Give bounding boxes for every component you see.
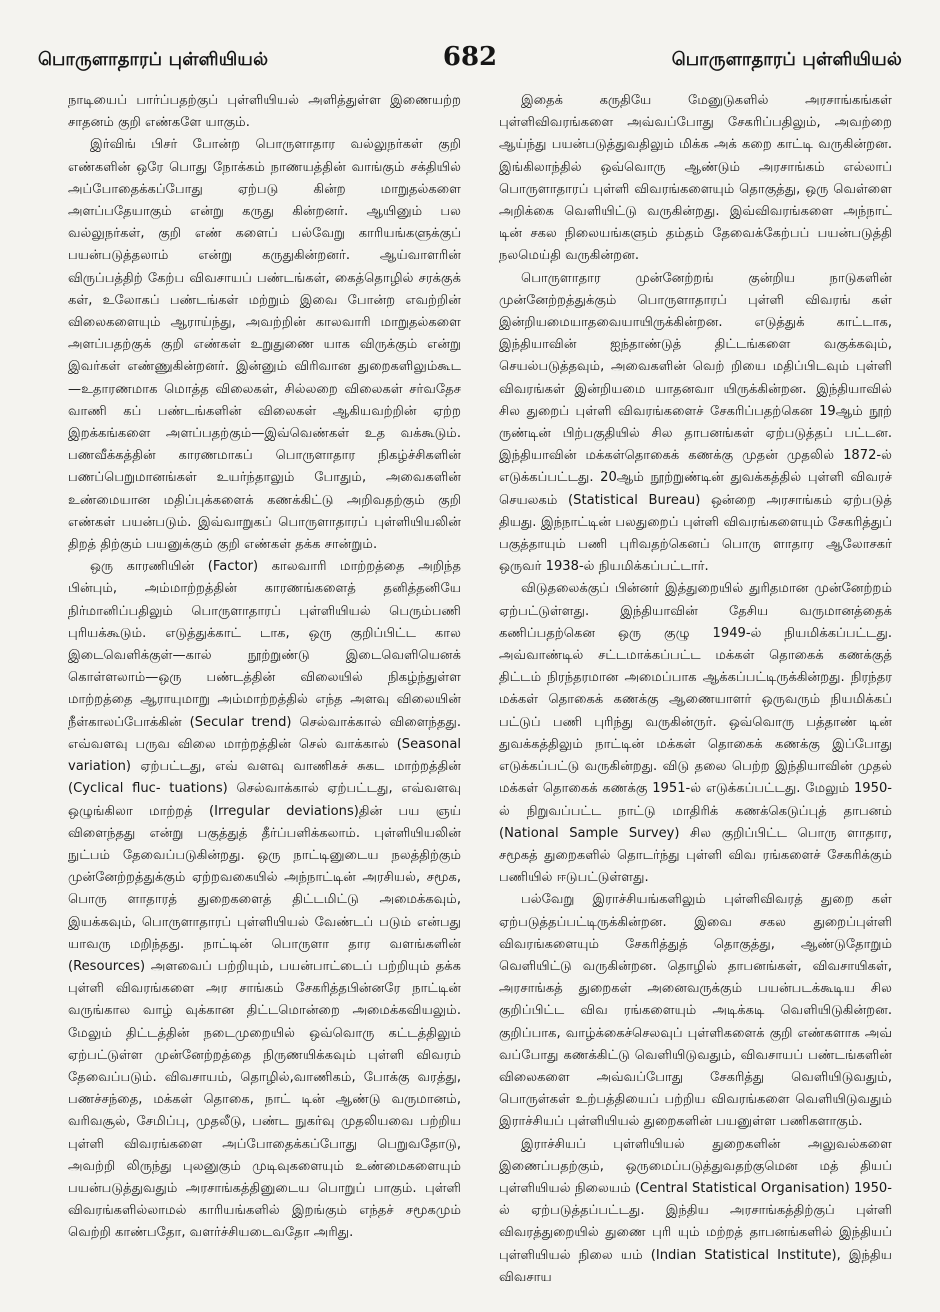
- body-columns: [68, 90, 892, 1290]
- page-header: [38, 40, 902, 80]
- paragraph: இர்விங் பிசர் போன்ற பொருளாதார வல்லுநர்கள் குறி எண்களின் ஒரே பொது நோக்கம் நாணயத்தின் வாங்கும் சக்தியில் அப்போதைக்கப்போது ஏற்படு கின்ற மாறுதல்களை அளப்பதேயாகும் என்று கருது கின்றனர். ஆயினும் பல வல்லுநர்கள், குறி எண் களைப் பல்வேறு காரியங்களுக்குப் பயன்படுத்தலாம் என்று கருதுகின்றனர். ஆய்வாளரின் விருப்பத்திற் கேற்ப விவசாயப் பண்டங்கள், கைத்தொழில் சரக்குக் கள், உலோகப் பண்டங்கள் மற்றும் இவை போன்ற எவற்றின் விலைகளையும் ஆராய்ந்து, அவற்றின் காலவாரி மாறுதல்களை அளப்பதற்குக் குறி எண்கள் உறுதுணை யாக விருக்கும் என்று இவர்கள் எண்ணுகின்றனர். இன்னும் விரிவான துறைகளிலும்கூட—உதாரணமாக மொத்த விலைகள், சில்லறை விலைகள் சர்வதேச வாணி கப் பண்டங்களின் விலைகள் ஆகியவற்றின் ஏற்ற இறக்கங்களை அளப்பதற்கும்—இவ்வெண்கள் உத வக்கூடும். பணவீக்கத்தின் காரணமாகப் பொருளாதார நிகழ்ச்சிகளின் பணப்பெறுமானங்கள் உயர்ந்தாலும் போதும், அவைகளின் உண்மையான மதிப்புக்களைக் கணக்கிட்டு அறிவதற்கும் குறி எண்கள் பயன்படும். இவ்வாறுகப் பொருளாதாரப் புள்ளியியலின் திறத் திற்கும் பயனுக்கும் குறி எண்கள் தக்க சான்றும்.: [68, 137, 461, 553]
- page-number: 682: [442, 42, 498, 72]
- right-column: [499, 90, 892, 1290]
- paragraph: இதைக் கருதியே மேனுடுகளில் அரசாங்கங்கள் புள்ளிவிவரங்களை அவ்வப்போது சேகரிப்பதிலும், அவற்றை ஆய்ந்து பயன்படுத்துவதிலும் மிக்க அக் கறை காட்டி வருகின்றன. இங்கிலாந்தில் ஒவ்வொரு ஆண்டும் அரசாங்கம் எல்லாப் பொருளாதாரப் புள்ளி விவரங்களையும் தொகுத்து, ஒரு வெள்ளை அறிக்கை வெளியிட்டு வருகின்றது. இவ்விவரங்களை அந்நாட் டின் சகல நிலையங்களும் தம்தம் தேவைக்கேற்பப் பயன்படுத்தி நலமெய்தி வருகின்றன.: [499, 93, 892, 264]
- paragraph: இராச்சியப் புள்ளியியல் துறைகளின் அலுவல்களை இணைப்பதற்கும், ஒருமைப்படுத்துவதற்குமென மத் தியப் புள்ளியியல் நிலையம் (Central Statistical Organisation) 1950-ல் ஏற்படுத்தப்பட்டது. இந்திய அரசாங்கத்திற்குப் புள்ளி விவரத்துறையில் துணை புரி யும் மற்றத் தாபனங்களில் இந்தியப் புள்ளியியல் நிலை யம் (Indian Statistical Institute), இந்திய விவசாய: [499, 1136, 892, 1285]
- paragraph: பல்வேறு இராச்சியங்களிலும் புள்ளிவிவரத் துறை கள் ஏற்படுத்தப்பட்டிருக்கின்றன. இவை சகல துறைப்புள்ளி விவரங்களையும் சேகரித்துத் தொகுத்து, ஆண்டுதோறும் வெளியிட்டு வருகின்றன. தொழில் தாபனங்கள், விவசாயிகள், அரசாங்கத் துறைகள் அனைவருக்கும் பயன்படக்கூடிய சில குறிப்பிட்ட விவ ரங்களையும் அடிக்கடி வெளியிடுகின்றன. குறிப்பாக, வாழ்க்கைச்செலவுப் புள்ளிகளைக் குறி எண்களாக அவ் வப்போது கணக்கிட்டு வெளியிடுவதும், விவசாயப் பண்டங்களின் விலைகளை அவ்வப்போது சேகரித்து வெளியிடுவதும், பொருள்கள் உற்பத்தியைப் பற்றிய விவரங்களை வெளியிடுவதும் இராச்சியப் புள்ளியியல் துறைகளின் பயனுள்ள பணிகளாகும்.: [499, 892, 892, 1130]
- header-left-title: பொருளாதாரப் புள்ளியியல்: [38, 48, 269, 70]
- left-column: [68, 90, 461, 1290]
- paragraph: ஒரு காரணியின் (Factor) காலவாரி மாற்றத்தை அறிந்த பின்பும், அம்மாற்றத்தின் காரணங்களைத் தனித்தனியே நிர்மானிப்பதிலும் பொருளாதாரப் புள்ளியியல் பெரும்பணி புரியக்கூடும். எடுத்துக்காட் டாக, ஒரு குறிப்பிட்ட கால இடைவெளிக்குள்—கால் நூற்றுண்டு இடைவெளியெனக் கொள்ளலாம்—ஒரு பண்டத்தின் விலையில் நிகழ்ந்துள்ள மாற்றத்தை ஆராயுமாறு அம்மாற்றத்தில் எந்த அளவு விலையின் நீள்காலப்போக்கின் (Secular trend) செல்வாக்கால் விளைந்தது. எவ்வளவு பருவ விலை மாற்றத்தின் செல் வாக்கால் (Seasonal variation) ஏற்பட்டது, எவ் வளவு வாணிகச் சுகட மாற்றத்தின் (Cyclical fluc- tuations) செல்வாக்கால் ஏற்பட்டது, எவ்வளவு ஒழுங்கிலா மாற்றத் (Irregular deviations)தின் பய ஞய் விளைந்தது என்று பகுத்துத் தீர்ப்பளிக்கலாம். புள்ளியியலின் நுட்பம் தேவைப்படுகின்றது. ஒரு நாட்டினுடைய நலத்திற்கும் முன்னேற்றத்துக்கும் ஏற்றவகையில் அந்நாட்டின் அரசியல், சமூக, பொரு ளாதாரத் துறைகளைத் திட்டமிட்டு அமைக்கவும், இயக்கவும், பொருளாதாரப் புள்ளியியல் வேண்டப் படும் என்பது யாவரு மறிந்தது. நாட்டின் பொருளா தார வளங்களின் (Resources) அளவைப் பற்றியும், பயன்பாட்டைப் பற்றியும் தக்க புள்ளி விவரங்களை அர சாங்கம் சேகரித்தபின்னரே நாட்டின் வருங்கால வாழ் வுக்கான திட்டமொன்றை அமைக்கவியலும். மேலும் திட்டத்தின் நடைமுறையில் ஒவ்வொரு கட்டத்திலும் ஏற்பட்டுள்ள முன்னேற்றத்தை நிருணயிக்கவும் புள்ளி விவரம் தேவைப்படும். விவசாயம், தொழில்,வாணிகம், போக்கு வரத்து, பணச்சந்தை, மக்கள் தொகை, நாட் டின் ஆண்டு வருமானம், வரிவசூல், சேமிப்பு, முதலீடு, பண்ட நுகர்வு முதலியவை பற்றிய புள்ளி விவரங்களை அப்போதைக்கப்போது பெறுவதோடு, அவற்றி லிருந்து புலனுகும் முடிவுகளையும் உண்மைகளையும் பயன்படுத்துவதும் அரசாங்கத்தினுடைய பொறுப் பாகும். புள்ளி விவரங்களில்லாமல் காரியங்களில் இறங்கும் எந்தச் சமூகமும் வெற்றி காண்பதோ, வளர்ச்சியடைவதோ அரிது.: [68, 559, 461, 1241]
- paragraph: பொருளாதார முன்னேற்றங் குன்றிய நாடுகளின் முன்னேற்றத்துக்கும் பொருளாதாரப் புள்ளி விவரங் கள் இன்றியமையாதவையாயிருக்கின்றன. எடுத்துக் காட்டாக, இந்தியாவின் ஐந்தாண்டுத் திட்டங்களை வகுக்கவும், செயல்படுத்தவும், அவைகளின் வெற் றியை மதிப்பிடவும் புள்ளி விவரங்கள் இன்றியமை யாதனவா யிருக்கின்றன. இந்தியாவில் சில துறைப் புள்ளி விவரங்களைச் சேகரிப்பதற்கென 19ஆம் நூற் ருண்டின் பிற்பகுதியில் சில தாபனங்கள் ஏற்படுத்தப் பட்டன. இந்தியாவின் மக்கள்தொகைக் கணக்கு முதன் முதலில் 1872-ல் எடுக்கப்பட்டது. 20ஆம் நூற்றுண்டின் துவக்கத்தில் புள்ளி விவரச் செயலகம் (Statistical Bureau) ஒன்றை அரசாங்கம் ஏற்படுத் தியது. இந்நாட்டின் பலதுறைப் புள்ளி விவரங்களையும் சேகரித்துப் பகுத்தாயும் பணி புரிவதற்கெனப் பொரு ளாதார ஆலோசகர் ஒருவர் 1938-ல் நியமிக்கப்பட்டார்.: [499, 270, 892, 575]
- paragraph: நாடியைப் பார்ப்பதற்குப் புள்ளியியல் அளித்துள்ள இணையற்ற சாதனம் குறி எண்களே யாகும்.: [68, 93, 461, 131]
- header-right-title: பொருளாதாரப் புள்ளியியல்: [671, 48, 902, 70]
- paragraph: விடுதலைக்குப் பின்னர் இத்துறையில் துரிதமான முன்னேற்றம் ஏற்பட்டுள்ளது. இந்தியாவின் தேசிய வருமானத்தைக் கணிப்பதற்கென ஒரு குழு 1949-ல் நியமிக்கப்பட்டது. அவ்வாண்டில் சட்டமாக்கப்பட்ட மக்கள் தொகைக் கணக்குத் திட்டம் நிரந்தரமான அமைப்பாக ஆக்கப்பட்டிருக்கின்றது. நிரந்தர மக்கள் தொகைக் கணக்கு ஆணையாளர் ஒருவரும் நியமிக்கப் பட்டுப் பணி புரிந்து வருகின்ருர். ஒவ்வொரு பத்தாண் டின் துவக்கத்திலும் நாட்டின் மக்கள் தொகைக் கணக்கு இப்போது எடுக்கப்பட்டு வருகின்றது. விடு தலை பெற்ற இந்தியாவின் முதல் மக்கள் தொகைக் கணக்கு 1951-ல் எடுக்கப்பட்டது. மேலும் 1950-ல் நிறுவப்பட்ட நாட்டு மாதிரிக் கணக்கெடுப்புத் தாபனம் (National Sample Survey) சில குறிப்பிட்ட பொரு ளாதார, சமூகத் துறைகளில் தொடர்ந்து புள்ளி விவ ரங்களைச் சேகரிக்கும் பணியில் ஈடுபட்டுள்ளது.: [499, 581, 892, 886]
